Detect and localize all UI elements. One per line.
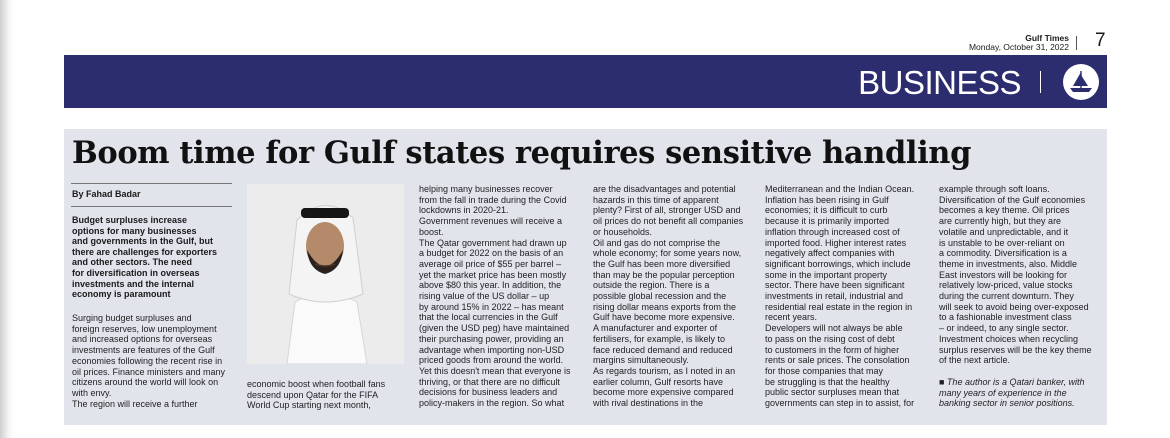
body-line: oil prices. Finance ministers and many — [72, 366, 226, 377]
body-line: yet the market price has been mostly — [419, 269, 567, 280]
masthead-divider — [1076, 36, 1077, 50]
body-line: with rival destinations in the — [593, 398, 704, 409]
body-line: Gulf have become more expensive. — [593, 312, 735, 323]
dhow-boat-icon — [1063, 64, 1099, 100]
body-line: because it is primarily imported — [765, 216, 890, 227]
body-line: theme in investments, also. Middle — [939, 258, 1078, 269]
body-line: hazards in this time of apparent — [593, 194, 719, 205]
body-line: boost. — [419, 226, 444, 237]
body-line: possible global recession and the — [593, 291, 727, 302]
body-line: for those companies that may — [765, 365, 884, 376]
body-line: – or indeed, to any single sector. — [939, 323, 1069, 334]
body-line: Yet this doesn't mean that everyone is — [419, 365, 571, 376]
body-line: helping many businesses recover — [419, 184, 553, 194]
body-line: sector. There have been significant — [765, 280, 905, 291]
body-line: Government revenues will receive a — [419, 216, 563, 227]
standfirst-line: economy is paramount — [72, 289, 171, 300]
byline-rule — [71, 183, 232, 184]
article-column-2 — [247, 379, 409, 411]
body-line: rents or sale prices. The consolation — [765, 355, 910, 366]
body-line: whole economy; for some years now, — [593, 248, 742, 259]
section-title: BUSINESS — [858, 64, 1021, 101]
body-line: face reduced demand and reduced — [593, 344, 733, 355]
body-line: investments in retail, industrial and — [765, 291, 904, 302]
body-line: lockdowns in 2020-21. — [419, 205, 509, 216]
body-line: will seek to avoid being over-exposed — [939, 301, 1089, 312]
body-line: a budget for 2022 on the basis of an — [419, 248, 564, 259]
body-line: be struggling is that the healthy — [765, 376, 890, 387]
body-line: Surging budget surpluses and — [72, 313, 192, 323]
body-line: residential real estate in the region in — [765, 301, 913, 312]
body-line: East investors will be looking for — [939, 269, 1068, 280]
author-note-line: ■ The author is a Qatari banker, with — [939, 376, 1085, 387]
body-line: economic boost when football fans — [247, 379, 386, 389]
standfirst-line: for diversification in overseas — [72, 267, 200, 278]
body-line: example through soft loans. — [939, 184, 1050, 194]
body-line: rising dollar means exports from the — [593, 301, 737, 312]
body-line: inflation through increased cost of — [765, 226, 900, 237]
body-line: Mediterranean and the Indian Ocean. — [765, 184, 915, 194]
body-line: some in the important property — [765, 269, 888, 280]
body-line: that the local currencies in the Gulf — [419, 312, 558, 323]
body-line: policy-makers in the region. So what — [419, 398, 565, 409]
section-banner — [64, 55, 1107, 108]
standfirst-line: investments and the internal — [72, 278, 195, 289]
publication-name: Gulf Times — [1025, 33, 1069, 43]
byline: By Fahad Badar — [72, 189, 141, 199]
body-line: oil prices do not benefit all companies — [593, 216, 744, 227]
standfirst-line: there are challenges for exporters — [72, 246, 218, 257]
body-line: thriving, or that there are no difficult — [419, 376, 560, 387]
article-column-5 — [765, 184, 939, 409]
body-line: governments can step in to assist, for — [765, 398, 915, 409]
body-line: to customers in the form of higher — [765, 344, 900, 355]
body-line: economies; it is difficult to curb — [765, 205, 888, 216]
body-line: foreign reserves, low unemployment — [72, 323, 217, 334]
body-line: margins simultaneously. — [593, 355, 689, 366]
body-line: fertilisers, for example, is likely to — [593, 333, 726, 344]
body-line: the Gulf has been more diversified — [593, 258, 731, 269]
body-line: from the fall in trade during the Covid — [419, 194, 567, 205]
body-line: plenty? First of all, stronger USD and — [593, 205, 741, 216]
body-line: Diversification of the Gulf economies — [939, 194, 1086, 205]
article-panel — [64, 129, 1107, 425]
body-line: are currently high, but they are — [939, 216, 1062, 227]
body-line: than may be the popular perception — [593, 269, 735, 280]
page-fold-shadow — [0, 0, 14, 438]
article-column-6 — [939, 184, 1105, 409]
body-line: As regards tourism, as I noted in an — [593, 365, 736, 376]
body-line: outside the region. There is a — [593, 280, 710, 291]
body-line: negatively affect companies with — [765, 248, 895, 259]
body-line: decisions for business leaders and — [419, 387, 558, 398]
issue-date: Monday, October 31, 2022 — [968, 42, 1069, 52]
standfirst-line: and other sectors. The need — [72, 257, 193, 268]
author-note-line: many years of experience in the — [939, 387, 1067, 398]
body-line: above $80 this year. In addition, the — [419, 280, 562, 291]
body-line: The region will receive a further — [72, 398, 198, 409]
standfirst-line: options for many businesses — [72, 225, 197, 236]
body-line: A manufacturer and exporter of — [593, 323, 718, 334]
body-line: by around 15% in 2022 – has meant — [419, 301, 564, 312]
body-line: The Qatar government had drawn up — [419, 237, 567, 248]
body-line: of the next article. — [939, 355, 1011, 366]
article-column-3 — [419, 184, 591, 409]
standfirst — [72, 215, 234, 300]
body-line: Investment choices when recycling — [939, 333, 1079, 344]
body-line: priced goods from around the world. — [419, 355, 564, 366]
body-line: recent years. — [765, 312, 818, 323]
body-line: become more expensive compared — [593, 387, 734, 398]
body-line: Developers will not always be able — [765, 323, 903, 334]
body-line: volatile and unpredictable, and it — [939, 226, 1069, 237]
body-line: a commodity. Diversification is a — [939, 248, 1067, 259]
body-line: imported food. Higher interest rates — [765, 237, 907, 248]
standfirst-line: Budget surpluses increase — [72, 215, 188, 225]
standfirst-line: and governments in the Gulf, but — [72, 236, 214, 247]
body-line: (given the USD peg) have maintained — [419, 323, 570, 334]
body-line: earlier column, Gulf resorts have — [593, 376, 724, 387]
body-line: during the current downturn. They — [939, 291, 1074, 302]
body-line: to a fashionable investment class — [939, 312, 1072, 323]
body-line: or households. — [593, 226, 653, 237]
body-line: relatively low-priced, value stocks — [939, 280, 1073, 291]
body-line: significant borrowings, which include — [765, 258, 911, 269]
article-column-1 — [72, 313, 244, 409]
body-line: surplus reserves will be the key theme — [939, 344, 1092, 355]
body-line: citizens around the world will look on — [72, 377, 219, 388]
body-line: rising value of the US dollar – up — [419, 291, 550, 302]
body-line: to pass on the rising cost of debt — [765, 333, 895, 344]
body-line: public sector surpluses mean that — [765, 387, 900, 398]
article-column-4 — [593, 184, 765, 409]
body-line: economies following the recent rise in — [72, 355, 223, 366]
body-line: their purchasing power, providing an — [419, 333, 564, 344]
section-divider — [1040, 71, 1041, 93]
body-line: Oil and gas do not comprise the — [593, 237, 721, 248]
body-line: World Cup starting next month, — [247, 400, 371, 411]
body-line: descend upon Qatar for the FIFA — [247, 389, 379, 400]
author-note-line: banking sector in senior positions. — [939, 398, 1075, 409]
body-line: investments are features of the Gulf — [72, 345, 215, 356]
byline-rule — [71, 206, 232, 207]
body-line: becomes a key theme. Oil prices — [939, 205, 1070, 216]
body-line: Inflation has been rising in Gulf — [765, 194, 889, 205]
page-number: 7 — [1095, 30, 1106, 51]
body-line: are the disadvantages and potential — [593, 184, 736, 194]
body-line: average oil price of $55 per barrel – — [419, 258, 562, 269]
author-photo — [247, 184, 404, 364]
body-line: is unstable to be over-reliant on — [939, 237, 1065, 248]
author-note — [939, 377, 1105, 409]
article-headline: Boom time for Gulf states requires sensitive handling — [72, 135, 971, 171]
body-line: advantage when importing non-USD — [419, 344, 565, 355]
body-line: and increased options for overseas — [72, 334, 213, 345]
body-line: with envy. — [72, 387, 112, 398]
